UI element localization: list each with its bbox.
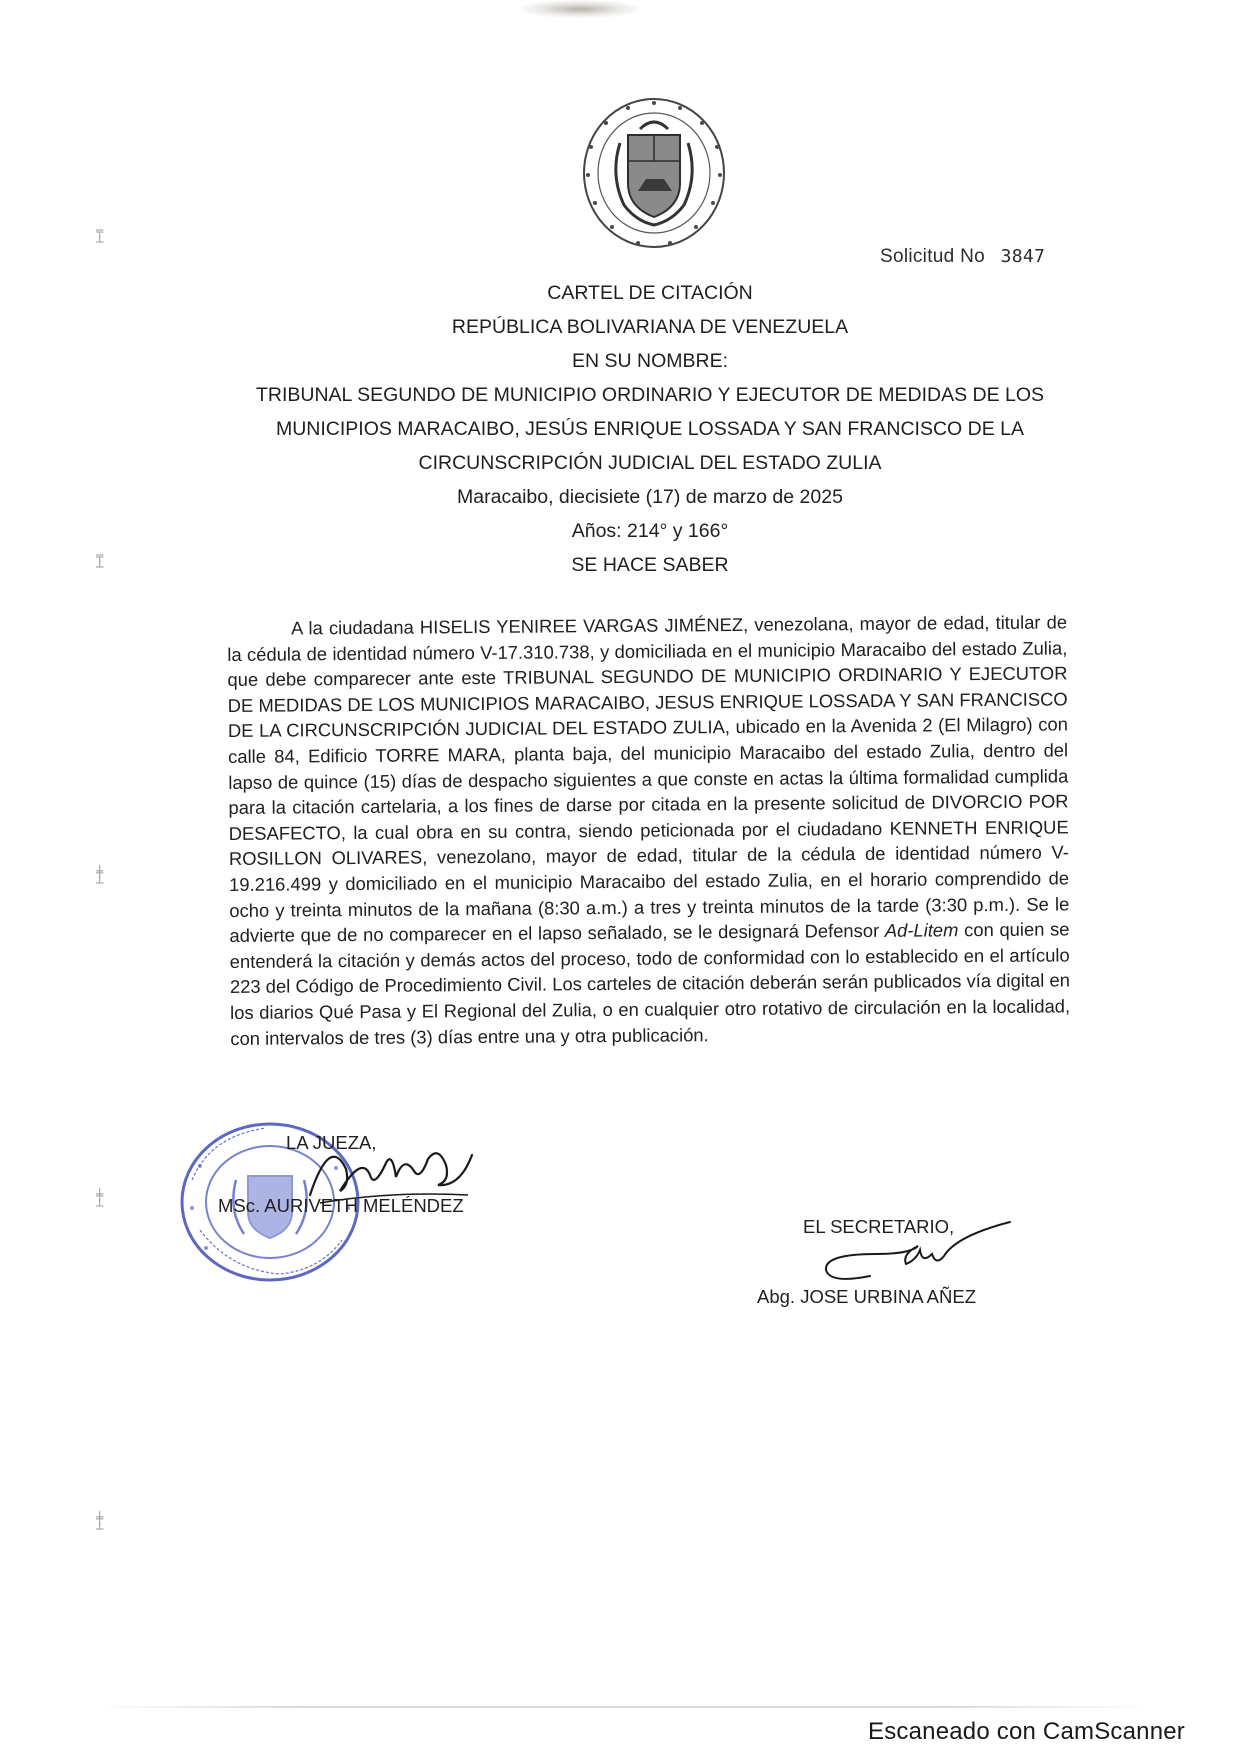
punch-mark: ╤ ┴ xyxy=(96,549,104,574)
punch-mark: ╪ ┴ xyxy=(96,865,104,890)
body-text-italic: Ad-Litem xyxy=(884,919,959,941)
solicitud-number xyxy=(880,246,1045,268)
heading-line: TRIBUNAL SEGUNDO DE MUNICIPIO ORDINARIO Y EJECUTOR DE MEDIDAS DE LOS xyxy=(255,384,1045,406)
body-text-part2: con quien se entenderá la citación y demás actos del proceso, todo de conformidad con lo establecido en el artículo 223 del Código de Procedimiento Civil. Los carteles de citación deberán serán publicados vía digital en los diarios Qué Pasa y El Regional del Zulia, o en cualquier otro rotativo de circulación en la localidad, con intervalos de tres (3) días entre una y otra publicación. xyxy=(229,918,1071,1049)
heading-line: CARTEL DE CITACIÓN xyxy=(547,282,753,304)
heading-line: SE HACE SABER xyxy=(571,554,729,576)
camscanner-watermark: Escaneado con CamScanner xyxy=(868,1718,1185,1745)
citation-body xyxy=(227,609,1070,1051)
punch-mark: ╪ ┴ xyxy=(96,1511,104,1536)
secretary-label: EL SECRETARIO, xyxy=(803,1216,955,1237)
solicitud-value: 3847 xyxy=(1000,246,1046,267)
body-text-part1: A la ciudadana HISELIS YENIREE VARGAS JIMÉNEZ, venezolana, mayor de edad, titular de la cédula de identidad número V-17.310.738, y domiciliada en el municipio Maracaibo del estado Zulia, que debe comparecer ante este TRIBUNAL SEGUNDO DE MUNICIPIO ORDINARIO Y EJECUTOR DE MEDIDAS DE LOS MUNICIPIOS MARACAIBO, JESUS ENRIQUE LOSSADA Y SAN FRANCISCO DE LA CIRCUNSCRIPCIÓN JUDICIAL DEL ESTADO ZULIA, ubicado en la Avenida 2 (El Milagro) con calle 84, Edificio TORRE MARA, planta baja, del municipio Maracaibo del estado Zulia, dentro del lapso de quince (15) días de despacho siguientes a que conste en actas la última formalidad cumplida para la citación cartelaria, a los fines de darse por citada en la presente solicitud de DIVORCIO POR DESAFECTO, la cual obra en su contra, siendo peticionada por el ciudadano KENNETH ENRIQUE ROSILLON OLIVARES, venezolano, mayor de edad, titular de la cédula de identidad número V-19.216.499 y domiciliado en el municipio Maracaibo del estado Zulia, en el horario comprendido de ocho y treinta minutos de la mañana (8:30 a.m.) a tres y treinta minutos de la tarde (3:30 p.m.). Se le advierte que de no comparecer en el lapso señalado, se le designará Defensor xyxy=(227,611,1070,947)
heading-line: CIRCUNSCRIPCIÓN JUDICIAL DEL ESTADO ZULIA xyxy=(418,452,882,474)
solicitud-label: Solicitud No xyxy=(880,246,985,267)
secretary-signature-icon xyxy=(810,1210,1030,1300)
heading-line: Años: 214° y 166° xyxy=(571,520,729,542)
heading-line: EN SU NOMBRE: xyxy=(571,350,729,372)
tsj-seal-icon xyxy=(580,95,728,250)
page-edge xyxy=(92,1706,1152,1708)
judge-name: MSc. AURIVETH MELÉNDEZ xyxy=(218,1195,464,1216)
punch-mark: ╤ ┴ xyxy=(96,224,104,249)
heading-line: MUNICIPIOS MARACAIBO, JESÚS ENRIQUE LOSSADA Y SAN FRANCISCO DE LA xyxy=(275,418,1025,440)
heading-line: REPÚBLICA BOLIVARIANA DE VENEZUELA xyxy=(451,316,849,338)
judge-label: LA JUEZA, xyxy=(286,1132,377,1153)
scan-shadow xyxy=(520,0,640,18)
secretary-name: Abg. JOSE URBINA AÑEZ xyxy=(757,1286,976,1307)
punch-mark: ╪ ┴ xyxy=(96,1188,104,1213)
judge-signature-icon xyxy=(300,1125,480,1215)
heading-line: Maracaibo, diecisiete (17) de marzo de 2025 xyxy=(457,486,843,508)
